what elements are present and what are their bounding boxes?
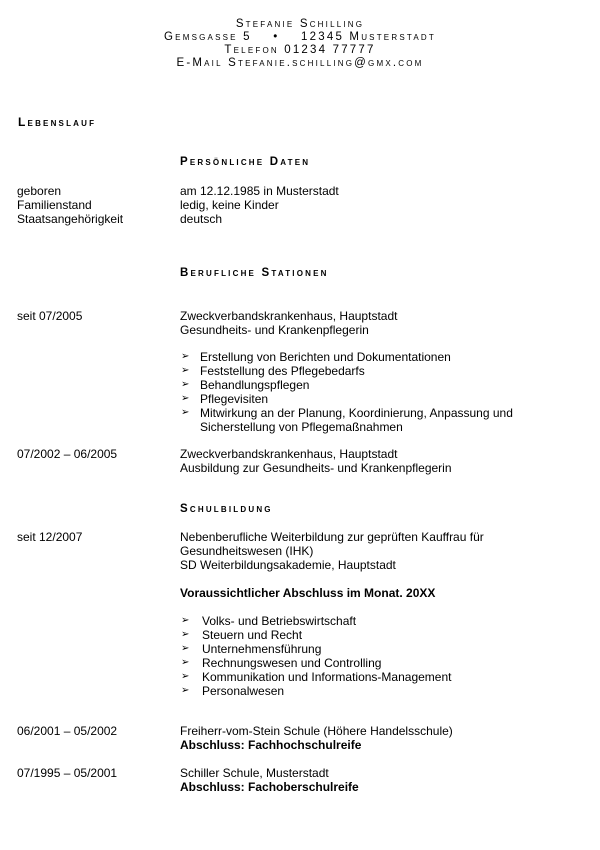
value-marital-status: ledig, keine Kinder: [180, 198, 279, 212]
section-heading-career: Berufliche Stationen: [180, 267, 329, 279]
label-nationality: Staatsangehörigkeit: [17, 212, 124, 226]
bullet-arrow-icon: ➢: [181, 393, 190, 404]
education-date-1: seit 12/2007: [17, 530, 83, 544]
bullet-arrow-icon: ➢: [181, 657, 190, 668]
education-line-2: Gesundheitswesen (IHK): [180, 544, 314, 558]
bullet-arrow-icon: ➢: [181, 685, 190, 696]
education-date-2: 06/2001 – 05/2002: [17, 724, 118, 738]
list-item: ➢ Volks- und Betriebswirtschaft: [181, 614, 357, 628]
career-date-2: 07/2002 – 06/2005: [17, 447, 118, 461]
applicant-name: Stefanie Schilling: [235, 18, 365, 30]
bullet-arrow-icon: ➢: [181, 351, 190, 362]
education-school-3: Schiller Schule, Musterstadt: [180, 766, 329, 780]
career-employer-1: Zweckverbandskrankenhaus, Hauptstadt: [180, 309, 398, 323]
list-item: ➢ Unternehmensführung: [181, 642, 322, 656]
value-nationality: deutsch: [180, 212, 223, 226]
applicant-email: E-Mail Stefanie.schilling@gmx.com: [176, 57, 424, 69]
label-marital-status: Familienstand: [17, 198, 92, 212]
expected-degree: Voraussichtlicher Abschluss im Monat. 20XX: [180, 586, 436, 600]
applicant-phone: Telefon 01234 77777: [224, 44, 376, 56]
career-role-2: Ausbildung zur Gesundheits- und Krankenpflegerin: [180, 461, 452, 475]
bullet-arrow-icon: ➢: [181, 365, 190, 376]
list-item: ➢ Kommunikation und Informations-Management: [181, 670, 452, 684]
bullet-arrow-icon: ➢: [181, 407, 190, 418]
list-item: ➢ Erstellung von Berichten und Dokumentationen: [181, 350, 451, 364]
bullet-arrow-icon: ➢: [181, 629, 190, 640]
section-heading-personal: Persönliche Daten: [180, 156, 311, 168]
education-degree-3: Abschluss: Fachoberschulreife: [180, 780, 359, 794]
education-subject-list: [180, 614, 451, 698]
section-heading-education: Schulbildung: [180, 503, 273, 515]
career-task-list: [180, 350, 513, 434]
bullet-arrow-icon: ➢: [181, 615, 190, 626]
list-item: ➢ Pflegevisiten: [181, 392, 269, 406]
list-item: ➢ Steuern und Recht: [181, 628, 303, 642]
education-line-1: Nebenberufliche Weiterbildung zur geprüften Kauffrau für: [180, 530, 484, 544]
list-item: ➢ Feststellung des Pflegebedarfs: [181, 364, 365, 378]
education-degree-2: Abschluss: Fachhochschulreife: [180, 738, 362, 752]
education-school-2: Freiherr-vom-Stein Schule (Höhere Handelsschule): [180, 724, 453, 738]
bullet-arrow-icon: ➢: [181, 379, 190, 390]
career-employer-2: Zweckverbandskrankenhaus, Hauptstadt: [180, 447, 398, 461]
career-date-1: seit 07/2005: [17, 309, 83, 323]
list-item: ➢ Personalwesen: [181, 684, 285, 698]
education-date-3: 07/1995 – 05/2001: [17, 766, 118, 780]
applicant-address: Gemsgasse 5 • 12345 Musterstadt: [164, 31, 436, 43]
label-birth: geboren: [17, 184, 62, 198]
education-line-3: SD Weiterbildungsakademie, Hauptstadt: [180, 558, 396, 572]
list-item: ➢ Rechnungswesen und Controlling: [181, 656, 382, 670]
value-birth: am 12.12.1985 in Musterstadt: [180, 184, 339, 198]
list-item: ➢ Mitwirkung an der Planung, Koordinierung, Anpassung und: [181, 406, 513, 420]
career-role-1: Gesundheits- und Krankenpflegerin: [180, 323, 369, 337]
document-title: Lebenslauf: [18, 115, 97, 129]
bullet-arrow-icon: ➢: [181, 643, 190, 654]
list-item: ➢ Behandlungspflegen: [181, 378, 310, 392]
bullet-arrow-icon: ➢: [181, 671, 190, 682]
list-item-continuation: Sicherstellung von Pflegemaßnahmen: [200, 420, 403, 434]
